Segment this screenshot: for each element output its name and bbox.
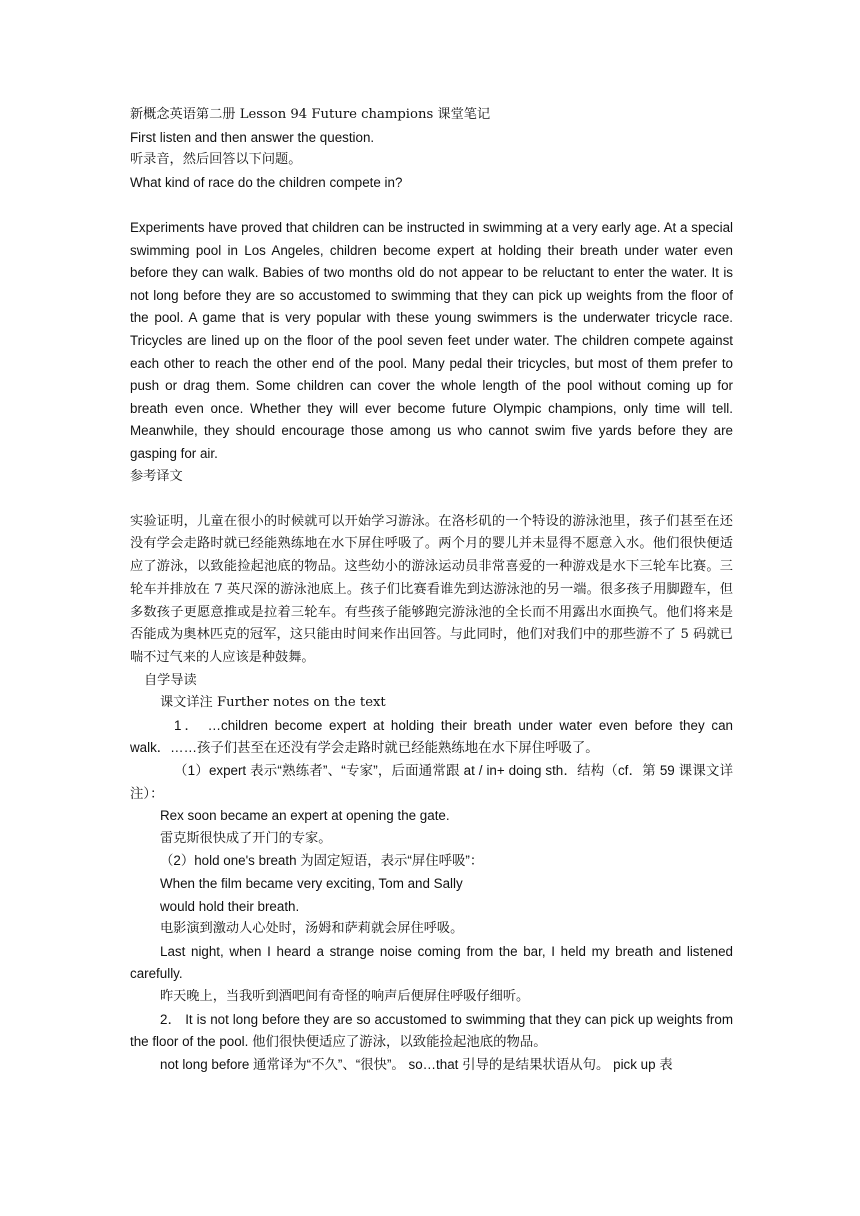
note-1-hold-breath: （2）hold one's breath 为固定短语，表示“屏住呼吸”： bbox=[160, 853, 484, 869]
example-1-chinese: 雷克斯很快成了开门的专家。 bbox=[160, 830, 332, 846]
note-2-detail: not long before 通常译为“不久”、“很快”。 so…that 引导的是结果状语从句。 pick up 表 bbox=[160, 1056, 673, 1072]
example-3-english: Last night, when I heard a strange noise coming from the bar, I held my breath and listened carefully. bbox=[130, 943, 733, 982]
example-2-chinese: 电影演到激动人心处时，汤姆和萨莉就会屏住呼吸。 bbox=[160, 921, 464, 937]
example-3-chinese: 昨天晚上，当我听到酒吧间有奇怪的响声后便屏住呼吸仔细听。 bbox=[160, 988, 530, 1004]
spacer bbox=[130, 488, 733, 511]
notes-heading: 课文详注 Further notes on the text bbox=[160, 695, 386, 711]
passage-text: Experiments have proved that children can be instructed in swimming at a very early age. At a special swimming pool in Los Angeles, children become expert at holding their breath under water even before they can walk. Babies of two months old do not appear to be reluctant to enter the water. It is not long before they are so accustomed to swimming that they can pick up weights from the floor of the pool. A game that is very popular with these young swimmers is the underwater tricycle race. Tricycles are lined up on the floor of the pool seven feet under water. The children compete against each other to reach the other end of the pool. Many pedal their tricycles, but most of them prefer to push or drag them. Some children can cover the whole length of the pool without coming up for breath even once. Whether they will ever become future Olympic champions, only time will tell. Meanwhile, they should encourage those among us who cannot swim five yards before they are gasping for air. bbox=[130, 219, 733, 461]
note-2: 2． It is not long before they are so accustomed to swimming that they can pick up weights from the floor of the pool. 他们很快便适应了游泳，以致能捡起池底的物品。 bbox=[130, 1011, 733, 1050]
example-1-english: Rex soon became an expert at opening the gate. bbox=[160, 808, 450, 824]
translation-text: 实验证明，儿童在很小的时候就可以开始学习游泳。在洛杉矶的一个特设的游泳池里，孩子们甚至在还没有学会走路时就已经能熟练地在水下屏住呼吸了。两个月的婴儿并未显得不愿意入水。他们很快便适应了游泳，以致能捡起池底的物品。这些幼小的游泳运动员非常喜爱的一种游戏是水下三轮车比赛。三轮车并排放在 7 英尺深的游泳池底上。孩子们比赛看谁先到达游泳池的另一端。很多孩子用脚蹬车，但多数孩子更愿意推或是拉着三轮车。有些孩子能够跑完游泳池的全长而不用露出水面换气。他们将来是否能成为奥林匹克的冠军，这只能由时间来作出回答。与此同时，他们对我们中的那些游不了 5 码就已喘不过气来的人应该是种鼓舞。 bbox=[130, 513, 733, 665]
example-2-english-a: When the film became very exciting, Tom and Sally bbox=[160, 875, 463, 891]
question: What kind of race do the children compete in? bbox=[130, 174, 403, 190]
self-study-heading: 自学导读 bbox=[144, 672, 197, 688]
note-1-expert: （1）expert 表示“熟练者”、“专家”，后面通常跟 at / in+ doing sth．结构（cf．第 59 课课文详注）： bbox=[130, 762, 733, 801]
instruction-english: First listen and then answer the question. bbox=[130, 129, 375, 145]
document-page bbox=[130, 104, 733, 1076]
example-2-english-b: would hold their breath. bbox=[160, 898, 300, 914]
translation-heading: 参考译文 bbox=[130, 468, 183, 484]
document-title: 新概念英语第二册 Lesson 94 Future champions 课堂笔记 bbox=[130, 107, 491, 122]
instruction-chinese: 听录音，然后回答以下问题。 bbox=[130, 152, 302, 168]
spacer bbox=[130, 194, 733, 217]
note-1: 1． …children become expert at holding their breath under water even before they can walk．……孩子们甚至在还没有学会走路时就已经能熟练地在水下屏住呼吸了。 bbox=[130, 717, 733, 756]
